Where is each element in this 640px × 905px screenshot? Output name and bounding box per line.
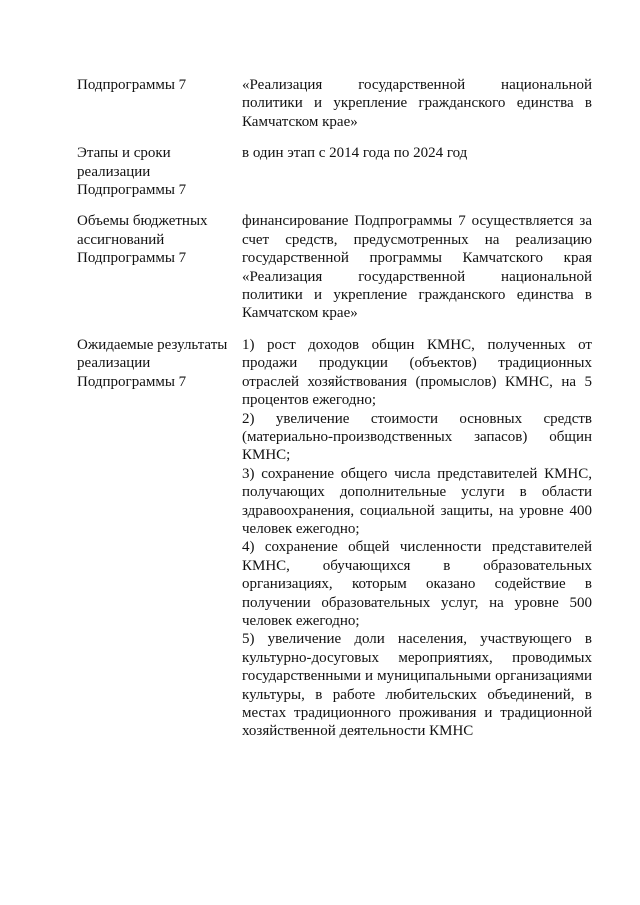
row-value-paragraph: «Реализация государственной национальной политики и укрепление гражданского единства в Камчатском крае» [242,77,592,130]
passport-row-expected-results [77,336,592,741]
passport-row-subprogram-name [77,76,592,131]
expected-result-item: 1) рост доходов общин КМНС, полученных от продажи продукции (объектов) традиционных отраслей хозяйствования (промыслов) КМНС, на 5 процентов ежегодно; [242,336,592,409]
passport-row-budget-allocations [77,212,592,322]
row-value [242,144,592,162]
row-value-paragraph: финансирование Подпрограммы 7 осуществляется за счет средств, предусмотренных на реализацию государственной программы Камчатского края «Реализация государственной национальной политики и укрепление гражданского единства в Камчатском крае» [242,213,592,322]
row-value [242,212,592,322]
expected-result-item: 3) сохранение общего числа представителей КМНС, получающих дополнительные услуги в области здравоохранения, социальной защиты, на уровне 400 человек ежегодно; [242,465,592,537]
row-value-paragraph: в один этап с 2014 года по 2024 год [242,145,468,162]
row-label: Ожидаемые результаты реализации Подпрограммы 7 [77,336,228,390]
subprogram-passport-table [77,76,592,754]
expected-result-item: 5) увеличение доли населения, участвующего в культурно-досуговых мероприятиях, проводимых государственными и муниципальными организациями культуры, в работе любительских объединений, в местах традиционного проживания и традиционной хозяйственной деятельности КМНС [242,631,592,740]
row-value [242,336,592,741]
expected-result-item: 4) сохранение общей численности представителей КМНС, обучающихся в образовательных организациях, которым оказано содействие в получении образовательных услуг, на уровне 500 человек ежегодно; [242,539,592,629]
row-label: Подпрограммы 7 [77,77,187,93]
row-label: Этапы и сроки реализации Подпрограммы 7 [77,145,187,199]
row-value [242,76,592,131]
row-label: Объемы бюджетных ассигнований Подпрограммы 7 [77,213,208,267]
expected-result-item: 2) увеличение стоимости основных средств (материально-производственных запасов) общин КМНС; [242,410,592,464]
passport-row-stages-and-terms [77,144,592,199]
